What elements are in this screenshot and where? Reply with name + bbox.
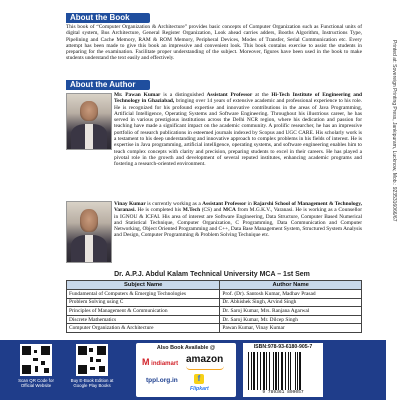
bio-text: He is completed his [135,207,183,214]
author-title: Assistant Professor [206,92,253,98]
bio-text: in [246,201,254,207]
barcode-bar [299,352,300,390]
barcode-bar [288,352,289,390]
barcode-bar [281,352,283,390]
author-bio-pawan-top [114,92,362,168]
bio-text: from M.G.K.V., Varanasi. He is working as a Counsellor in IGNOU & ICFAI. His area of interest are Software Engineering, Data Structure, Computer Based Numerical and Statistical Technique, Computer Organization, C Programming, Data Communication and Computer Networking, Object Oriented Programming and C++, Data Base Management System, Structured System Analysis and Design, Computer Programming & Problem Solving Technique etc. [114,207,362,239]
table-row [67,307,362,316]
bio-text: at the [252,92,272,98]
author-name: Vinay Kumar [114,201,146,207]
qr-code-ebook[interactable] [76,344,108,376]
subject-table [66,280,362,333]
author-name: Mr. Pawan Kumar [114,92,161,98]
indiamart-logo[interactable]: M indiamart [142,357,179,367]
barcode-bar [295,352,296,390]
barcode-icon [248,352,318,390]
barcode-bar [257,352,258,390]
barcode-bar [297,352,298,390]
barcode-bar [273,352,274,390]
bio-text: (CS) and [200,207,224,214]
barcode-bar [290,352,291,390]
barcode-bar [278,352,279,390]
barcode-bar [260,352,261,390]
barcode-bar [251,352,252,390]
flipkart-logo[interactable]: Flipkart [190,386,209,392]
table-header-row [67,281,362,290]
tppl-link[interactable]: tppl.org.in [146,377,178,384]
table-row [67,298,362,307]
bio-text: bringing over 14 years of extensive academic and professional experience to his role. He is recognized for his profound expertise and innovative contributions in the areas of Java Programming, Artificial Intelligence, Operating Systems and Software Engineering. Throughout his illustrious career, he has served in various prestigious institutions across the Delhi NCR region, where his dedication and passion for teaching have made a significant impact on the academic community. A prolific researcher, he has an impressive portfolio of research publications in esteemed journals indexed by Scopus and UGC CARE. His scholarly work is a testament to his deep understanding and innovative approach to complex problems in his fields of interest. He is expertise in Java programming, artificial intelligence, operating systems, and software engineering enables him to teach complex concepts with clarity and precision, preparing students to excel in their careers. He has played a pivotal role in the growth and development of several reputed institutes, enhancing academic programs and fostering a research-oriented environment. [114,98,362,168]
barcode-digits: 9 789361 809057 [262,390,304,395]
col-subject: Subject Name [67,281,220,290]
about-book-text: This book of “Computer Organization & Architecture” provides basic concepts of Computer Organization such as Functional units of digital system, Bus Architecture, General Register Organization, Look ahead carries adders, Booths Algorithm, Instructions Type, Pipelining and Cache Memory, RAM & ROM Memory, Peripheral Devices, Modes of Transfer, Serial Communication etc. Every attempt has been made to give this book an impressive and convenient look. This book contains exercise to assist the students in preparing for the examination. Facilitate proper understanding of the subject. Moreover, figures have been used in the book to make students understand the text easily and effectively. [66,24,362,62]
barcode-bar [253,352,255,390]
amazon-logo[interactable]: amazon [186,354,224,365]
about-author-heading: About the Author [66,80,150,90]
author-cell: Pawan Kumar, Vinay Kumar [220,324,362,333]
qr-website-label: Scan QR Code for Official Website [18,378,54,388]
subject-cell: Computer Organization & Architecture [67,324,220,333]
barcode-box [243,343,323,397]
barcode-bar [263,352,265,390]
author-cell: Dr. Saroj Kumar, Mrs. Ranjana Agarwal [220,307,362,316]
amazon-smile-icon [186,366,224,370]
author-title: Assistant Professor [202,201,247,207]
author-cell: Prof. (Dr). Santosh Kumar, Madhav Prasad [220,290,362,299]
degree: MCA [223,207,236,214]
author-cell: Dr. Saroj Kumar, Mr. Dilcep Singh [220,315,362,324]
stores-title: Also Book Available @ [156,345,216,351]
degree: M.Tech [182,207,201,214]
author-institute: Hi-Tech Institute of Engineering and Technology in Ghaziabad, [114,92,362,105]
table-row [67,315,362,324]
author-photo-vinay [66,201,112,263]
subject-cell: Discrete Mathematics [67,315,220,324]
barcode-bar [266,352,267,390]
qr-ebook-label: Buy E-Book Edition at Google Play Books [70,378,114,388]
barcode-bar [285,352,286,390]
stores-box [136,343,236,397]
table-row [67,290,362,299]
col-author: Author Name [220,281,362,290]
bio-text: is currently working as a [145,201,203,207]
about-book-heading: About the Book [66,13,150,23]
university-line: Dr. A.P.J. Abdul Kalam Technical University MCA – 1st Sem [114,271,310,278]
author-bio-vinay [114,201,362,263]
table-row [67,324,362,333]
bio-text: is a distinguished [160,92,207,98]
isbn-text: ISBN:978-93-6180-905-7 [253,344,313,350]
barcode-bar [275,352,276,390]
subject-cell: Fundamental of Computers & Emerging Technologies [67,290,220,299]
printer-note: Printed at: Sovereign Printing Press, Jankipuram, Lucknow, Mob.: 9235316066/67 [391,40,397,222]
flipkart-icon: f [194,374,204,384]
subject-cell: Problem Solving using C [67,298,220,307]
qr-code-website[interactable] [20,344,52,376]
subject-cell: Principles of Management & Communication [67,307,220,316]
author-photo-pawan [66,93,112,150]
barcode-bar [248,352,249,390]
author-cell: Dr. Abhishek Singh, Arvind Singh [220,298,362,307]
barcode-bar [269,352,270,390]
author-institute: Rajarshi School of Management & Technology, Varanasi. [114,201,362,214]
